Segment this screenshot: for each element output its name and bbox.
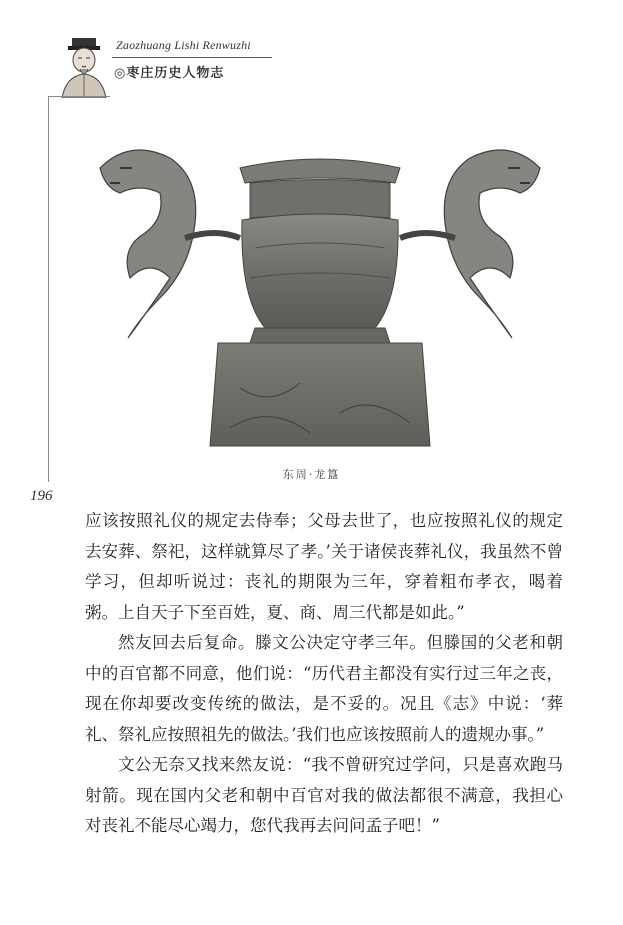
body-text (85, 506, 563, 842)
artifact-photo (90, 128, 550, 458)
paragraph: 应该按照礼仪的规定去侍奉；父母去世了，也应按照礼仪的规定去安葬、祭祀，这样就算尽了孝。’关于诸侯丧葬礼仪，我虽然不曾学习，但却听说过：丧礼的期限为三年，穿着粗布孝衣，喝着粥。上自天子下至百姓，夏、商、周三代都是如此。” (85, 511, 563, 622)
scholar-portrait-icon (58, 36, 110, 98)
paragraph: 然友回去后复命。滕文公决定守孝三年。但滕国的父老和朝中的百官都不同意，他们说：“历代君主都没有实行过三年之丧，现在你却要改变传统的做法，是不妥的。况且《志》中说：‘葬礼、祭礼应按照祖先的做法。’我们也应该按照前人的遗规办事。” (85, 633, 563, 744)
margin-line (48, 96, 49, 482)
header-underline (48, 96, 110, 97)
page-number: 196 (30, 488, 53, 504)
header-rule (112, 57, 272, 58)
paragraph: 文公无奈又找来然友说：“我不曾研究过学问，只是喜欢跑马射箭。现在国内父老和朝中百官对我的做法都很不满意，我担心对丧礼不能尽心竭力，您代我再去问问孟子吧！” (85, 755, 563, 835)
header-title: ◎枣庄历史人物志 (114, 66, 225, 81)
header-pinyin: Zaozhuang Lishi Renwuzhi (116, 38, 251, 52)
bronze-gui-vessel-image (90, 128, 550, 458)
figure-caption: 东周·龙簋 (282, 468, 341, 481)
header-portrait (58, 36, 110, 98)
